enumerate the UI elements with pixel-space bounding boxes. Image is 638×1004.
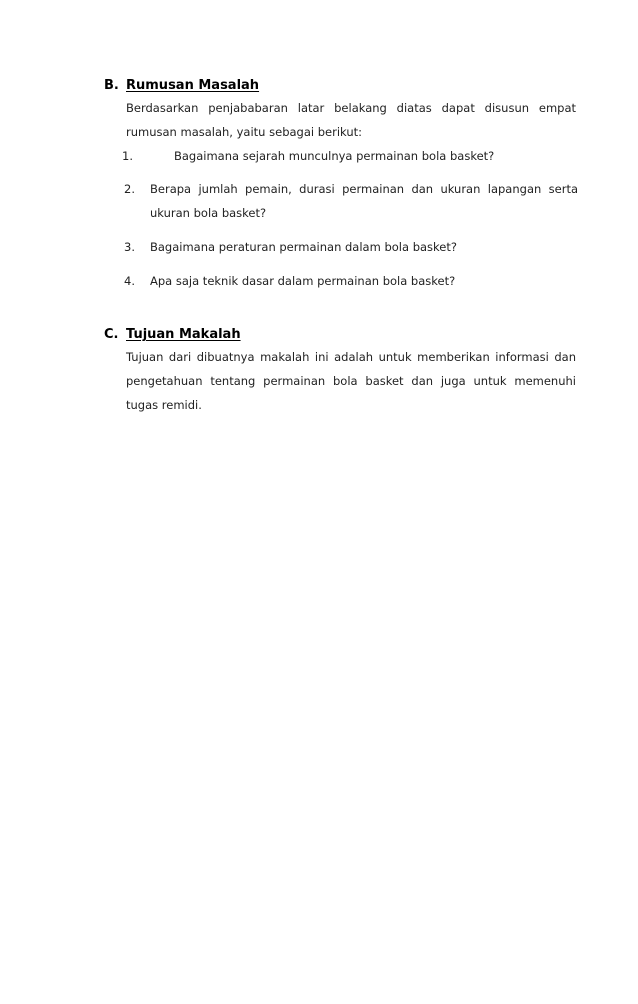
list-item-3 bbox=[124, 235, 584, 259]
section-b-heading bbox=[104, 78, 259, 93]
section-b-letter: B. bbox=[104, 78, 119, 93]
section-b-title: Rumusan Masalah bbox=[126, 78, 260, 93]
list-item-4 bbox=[124, 269, 584, 293]
section-c-body: Tujuan dari dibuatnya makalah ini adalah untuk memberikan informasi dan pengetahuan tentang permainan bola basket dan juga untuk memenuhi tugas remidi. bbox=[126, 350, 576, 412]
section-b-intro: Berdasarkan penjababaran latar belakang diatas dapat disusun empat rumusan masalah, yaitu sebagai berikut: bbox=[126, 101, 576, 139]
list-item-text: Bagaimana peraturan permainan dalam bola basket? bbox=[150, 240, 457, 254]
section-c-letter: C. bbox=[104, 327, 119, 342]
list-item-number: 4. bbox=[124, 274, 135, 288]
list-item-number: 3. bbox=[124, 240, 135, 254]
list-item-number: 1. bbox=[122, 149, 133, 163]
section-c-heading bbox=[104, 327, 241, 342]
list-item-1 bbox=[122, 144, 582, 168]
list-item-text: Berapa jumlah pemain, durasi permainan dan ukuran lapangan serta ukuran bola basket? bbox=[150, 182, 578, 220]
list-item-number: 2. bbox=[124, 182, 135, 196]
section-c-title: Tujuan Makalah bbox=[126, 327, 241, 342]
list-item-text: Apa saja teknik dasar dalam permainan bola basket? bbox=[150, 274, 456, 288]
list-item-2 bbox=[124, 177, 584, 225]
list-item-text: Bagaimana sejarah munculnya permainan bola basket? bbox=[174, 149, 495, 163]
